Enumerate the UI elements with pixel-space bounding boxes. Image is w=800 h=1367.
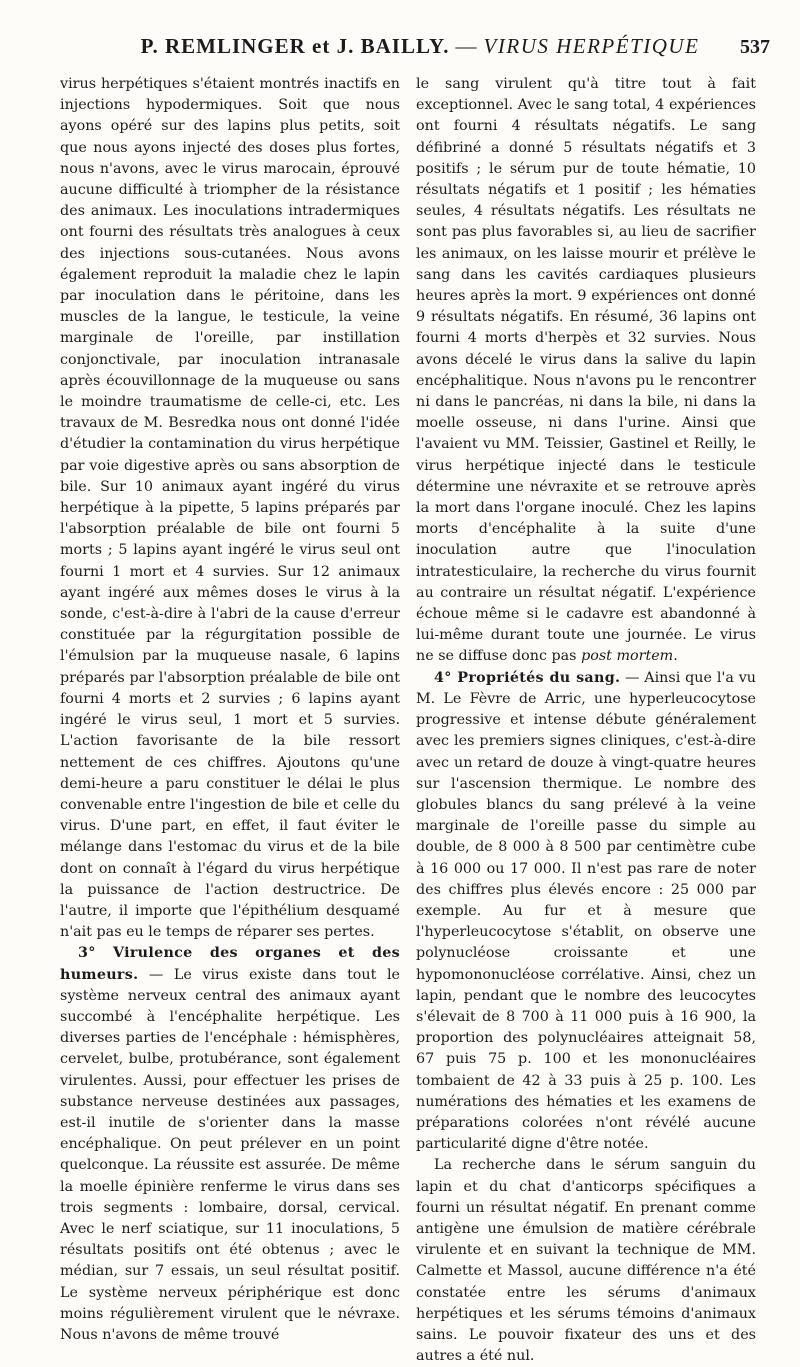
section-4-title: 4° Propriétés du sang. (434, 669, 621, 686)
right-column (416, 74, 756, 1367)
post-mortem-italic: post mortem (581, 648, 674, 665)
blood-virulence-text: le sang virulent qu'à titre tout à fait exceptionnel. Avec le sang total, 4 expériences ont fourni 4 résultats négatifs. Le sang défibriné a donné 5 résultats négatifs et 3 positifs ; le sérum pur de toute hématie, 10 résultats négatifs et 1 positif ; les hématies seules, 4 résultats négatifs. Les résultats ne sont pas plus favorables si, au lieu de sacrifier les animaux, on les laisse mourir et prélève le sang dans les cavités cardiaques plusieurs heures après la mort. 9 expériences ont donné 9 résultats négatifs. En résumé, 36 lapins ont fourni 4 morts d'herpès et 32 survies. Nous avons décelé le virus dans la salive du lapin encéphalitique. Nous n'avons pu le rencontrer ni dans le pancréas, ni dans la bile, ni dans la moelle osseuse, ni dans l'urine. Ainsi que l'avaient vu MM. Teissier, Gastinel et Reilly, le virus herpétique injecté dans le testicule détermine une névraxite et se retrouve après la mort dans l'organe inoculé. Chez les lapins morts d'encéphalite à la suite d'une inoculation autre que l'inoculation intratesticulaire, la recherche du virus fournit au contraire un résultat négatif. L'expérience échoue même si le cadavre est abandonné à lui-même durant toute une journée. Le virus ne se diffuse donc pas (416, 76, 756, 665)
left-column (60, 74, 400, 1346)
header-title: VIRUS HERPÉTIQUE (483, 34, 700, 58)
section-4-text: — Ainsi que l'a vu M. Le Fèvre de Arric, une hyperleucocytose progressive et intense débute généralement avec les premiers signes cliniques, c'est-à-dire avec un retard de douze à vingt-quatre heures sur l'ascension thermique. Le nombre des globules blancs du sang prélevé à la veine marginale de l'oreille passe du simple au double, de 8 000 à 8 500 par centimètre cube à 16 000 ou 17 000. Il n'est pas rare de noter des chiffres plus élevés encore : 25 000 par exemple. Au fur et à mesure que l'hyperleucocytose s'établit, on observe une polynucléose croissante et une hypomononucléose corrélative. Ainsi, chez un lapin, pendant que le nombre des leucocytes s'élevait de 8 700 à 11 000 puis à 16 900, la proportion des polynucléaires atteignait 58, 67 puis 75 p. 100 et les mononucléaires tombaient de 42 à 33 puis à 25 p. 100. Les numérations des hématies et les examens de préparations colorées n'ont révélé aucune particularité digne d'être notée. (416, 669, 756, 1153)
section-3-text: — Le virus existe dans tout le système nerveux central des animaux ayant succombé à l'encéphalite herpétique. Les diverses parties de l'encéphale : hémisphères, cervelet, bulbe, protubérance, sont également virulentes. Aussi, pour effectuer les prises de substance nerveuse destinées aux passages, est-il inutile de s'orienter dans la masse encéphalique. On peut prélever en un point quelconque. La réussite est assurée. De même la moelle épinière renferme le virus dans ses trois segments : lombaire, dorsal, cervical. Avec le nerf sciatique, sur 11 inoculations, 5 résultats positifs ont été obtenus ; avec le médian, sur 7 essais, un seul résultat positif. Le système nerveux périphérique est donc moins régulièrement virulent que le névraxe. Nous n'avons de même trouvé (60, 966, 400, 1343)
page-number: 537 (740, 36, 770, 58)
blood-virulence-end: . (673, 648, 678, 665)
running-head-title (140, 34, 700, 59)
section-3-title: 3° Virulence des organes et des humeurs. (60, 945, 400, 983)
header-separator: — (455, 34, 478, 58)
section-3-organ-virulence (60, 943, 400, 1346)
header-authors: P. REMLINGER et J. BAILLY. (140, 34, 450, 58)
paragraph-antibody-search: La recherche dans le sérum sanguin du lapin et du chat d'anticorps spécifiques a fourni un résultat négatif. En prenant comme antigène une émulsion de matière cérébrale virulente et en suivant la technique de MM. Calmette et Massol, aucune différence n'a été constatée entre les sérums d'animaux herpétiques et les sérums témoins d'animaux sains. Le pouvoir fixateur des uns et des autres a été nul. (416, 1157, 756, 1365)
section-4-blood-properties (416, 668, 756, 1156)
running-header (40, 30, 770, 70)
paragraph-virus-inoculation: virus herpétiques s'étaient montrés inactifs en injections hypodermiques. Soit que nous ayons opéré sur des lapins plus petits, soit que nous ayons injecté des doses plus fortes, nous n'avons, avec le virus marocain, éprouvé aucune difficulté à triompher de la résistance des animaux. Les inoculations intradermiques ont fourni des résultats très analogues à ceux des injections sous-cutanées. Nous avons également reproduit la maladie chez le lapin par inoculation dans le péritoine, dans les muscles de la langue, le testicule, la veine marginale de l'oreille, par instillation conjonctivale, par inoculation intranasale après écouvillonnage de la muqueuse ou sans le moindre traumatisme de celle-ci, etc. Les travaux de M. Besredka nous ont donné l'idée d'étudier la contamination du virus herpétique par voie digestive après ou sans absorption de bile. Sur 10 animaux ayant ingéré du virus herpétique à la pipette, 5 lapins préparés par l'absorption préalable de bile ont fourni 5 morts ; 5 lapins ayant ingéré le virus seul ont fourni 1 mort et 4 survies. Sur 12 animaux ayant ingéré aux mêmes doses le virus à la sonde, c'est-à-dire à l'abri de la cause d'erreur constituée par la régurgitation possible de l'émulsion par la muqueuse nasale, 6 lapins préparés par l'absorption préalable de bile ont fourni 4 morts et 2 survies ; 6 lapins ayant ingéré le virus seul, 1 mort et 5 survies. L'action favorisante de la bile ressort nettement de ces chiffres. Ajoutons qu'une demi-heure a paru constituer le délai le plus convenable entre l'ingestion de bile et celle du virus. D'une part, en effet, il faut éviter le mélange dans l'estomac du virus et de la bile dont on connaît à l'égard du virus herpétique la puissance de l'action destructrice. De l'autre, il importe que l'épithélium desquamé n'ait pas eu le temps de réparer ses pertes. (60, 76, 400, 941)
paragraph-blood-virulence (416, 74, 756, 668)
